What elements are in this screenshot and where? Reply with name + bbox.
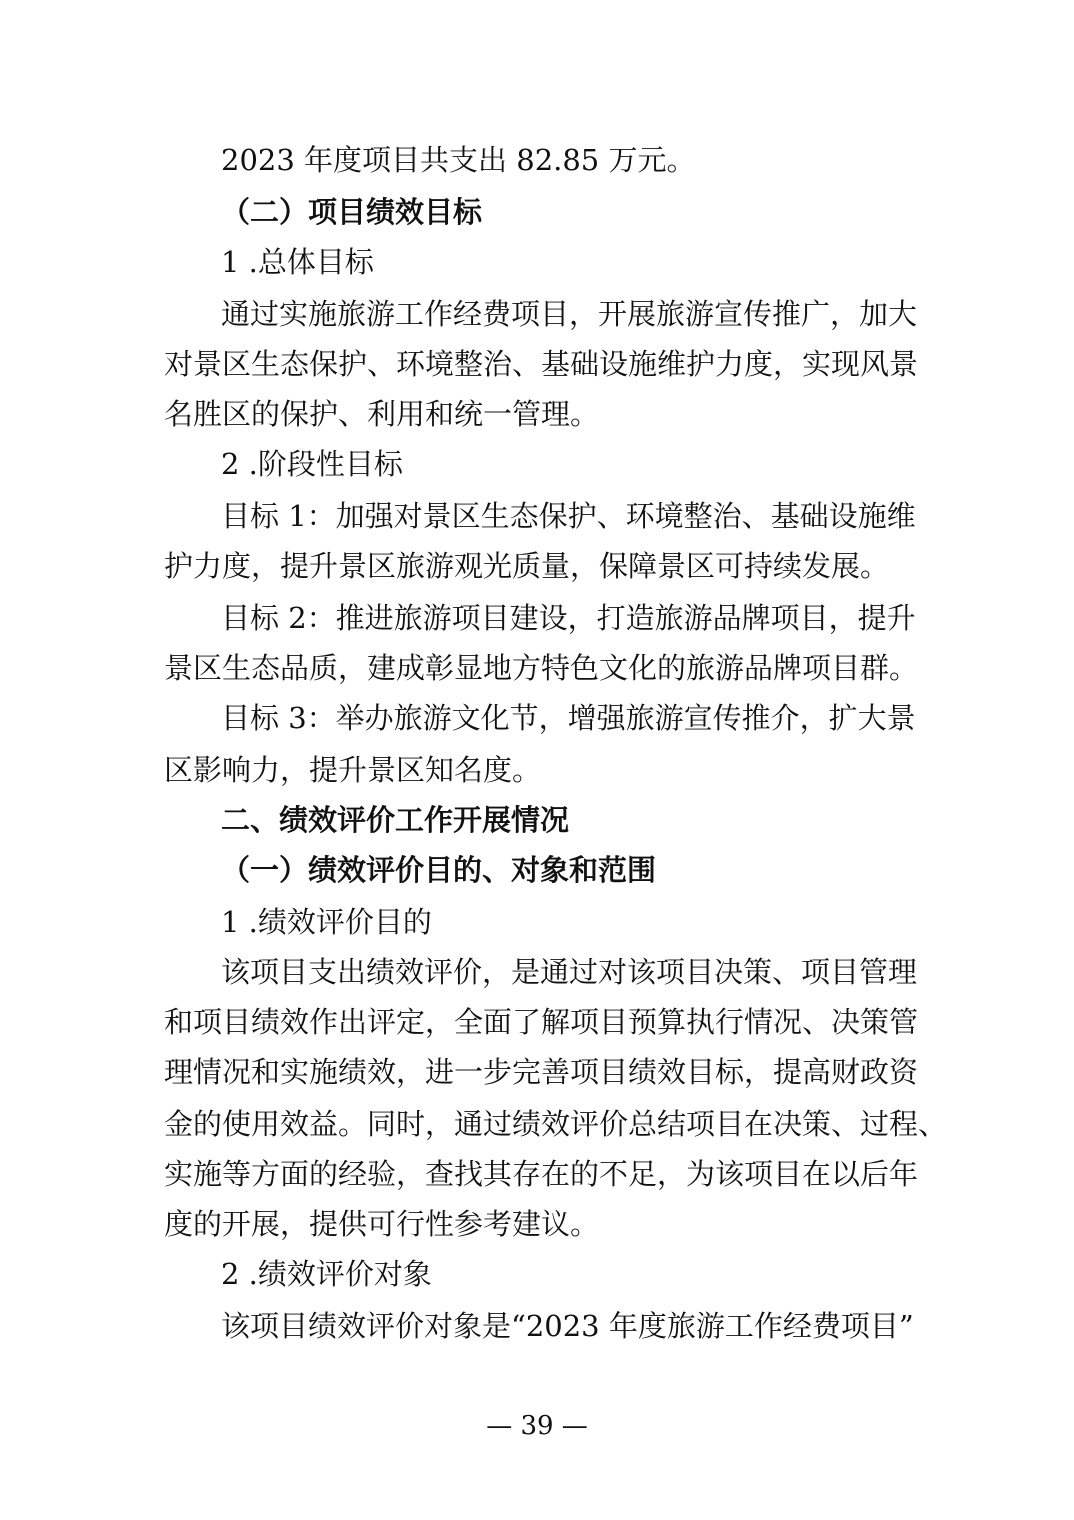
body-text: 区影响力，提升景区知名度。 — [164, 753, 542, 787]
body-text: 度的开展，提供可行性参考建议。 — [164, 1207, 600, 1241]
body-text: 对景区生态保护、环境整治、基础设施维护力度，实现风景 — [164, 347, 919, 381]
body-text: 目标 3：举办旅游文化节，增强旅游宣传推介，扩大景 — [221, 701, 916, 735]
page-number: — 39 — — [486, 1411, 588, 1441]
section-heading: （二）项目绩效目标 — [221, 195, 483, 229]
body-text: 目标 1：加强对景区生态保护、环境整治、基础设施维 — [221, 499, 916, 533]
body-text: 和项目绩效作出评定，全面了解项目预算执行情况、决策管 — [164, 1005, 919, 1039]
body-text: 实施等方面的经验，查找其存在的不足，为该项目在以后年 — [164, 1157, 919, 1191]
body-text: 名胜区的保护、利用和统一管理。 — [164, 397, 600, 431]
subsection-heading: 2 .绩效评价对象 — [221, 1257, 432, 1291]
body-text: 该项目支出绩效评价，是通过对该项目决策、项目管理 — [221, 955, 918, 989]
body-text: 护力度，提升景区旅游观光质量，保障景区可持续发展。 — [164, 549, 890, 583]
body-text: 目标 2：推进旅游项目建设，打造旅游品牌项目，提升 — [221, 601, 916, 635]
body-text: 该项目绩效评价对象是“2023 年度旅游工作经费项目” — [221, 1309, 914, 1343]
body-text: 金的使用效益。同时，通过绩效评价总结项目在决策、过程、 — [164, 1107, 948, 1141]
body-text: 2023 年度项目共支出 82.85 万元。 — [221, 143, 696, 177]
subsection-heading: 1 .绩效评价目的 — [221, 905, 432, 939]
section-heading: （一）绩效评价目的、对象和范围 — [221, 853, 657, 887]
body-text: 景区生态品质，建成彰显地方特色文化的旅游品牌项目群。 — [164, 651, 919, 685]
chapter-heading: 二、绩效评价工作开展情况 — [221, 803, 570, 837]
body-text: 通过实施旅游工作经费项目，开展旅游宣传推广，加大 — [221, 297, 918, 331]
subsection-heading: 2 .阶段性目标 — [221, 447, 403, 481]
subsection-heading: 1 .总体目标 — [221, 245, 374, 279]
body-text: 理情况和实施绩效，进一步完善项目绩效目标，提高财政资 — [164, 1055, 919, 1089]
